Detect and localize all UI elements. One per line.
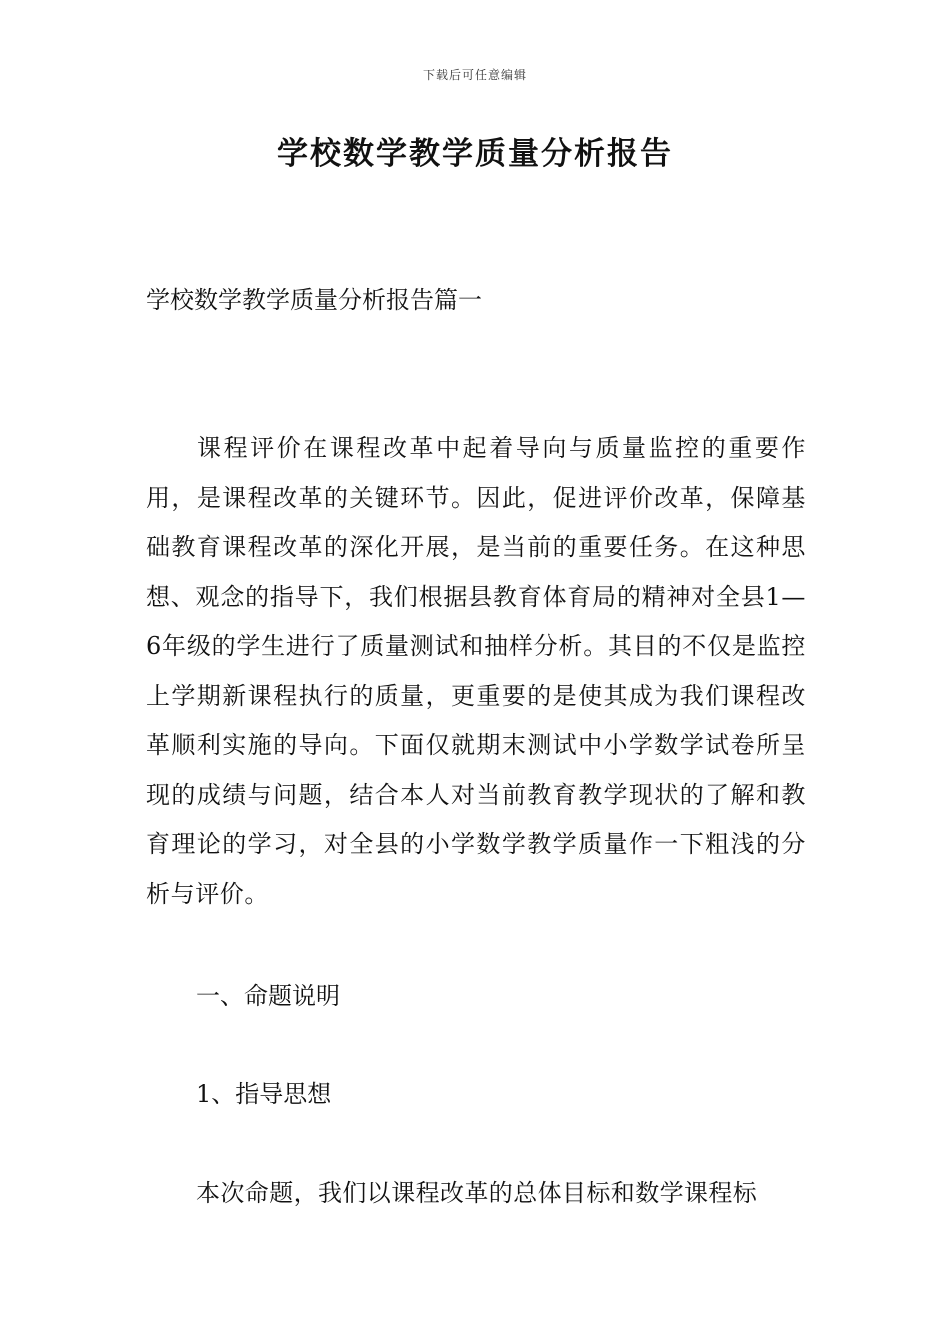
body-paragraph-continued: 本次命题，我们以课程改革的总体目标和数学课程标 xyxy=(196,1179,758,1207)
document-title: 学校数学教学质量分析报告 xyxy=(277,136,673,172)
document-subtitle: 学校数学教学质量分析报告篇一 xyxy=(146,286,482,314)
body-paragraph: 课程评价在课程改革中起着导向与质量监控的重要作用，是课程改革的关键环节。因此，促进评价改革，保障基础教育课程改革的深化开展，是当前的重要任务。在这种思想、观念的指导下，我们根据县教育体育局的精神对全县1—6年级的学生进行了质量测试和抽样分析。其目的不仅是监控上学期新课程执行的质量，更重要的是使其成为我们课程改革顺利实施的导向。下面仅就期末测试中小学数学试卷所呈现的成绩与问题，结合本人对当前教育教学现状的了解和教育理论的学习，对全县的小学数学教学质量作一下粗浅的分析与评价。 xyxy=(146,434,806,908)
header-note: 下载后可任意编辑 xyxy=(422,68,527,82)
section-heading: 一、命题说明 xyxy=(196,982,340,1010)
subsection-heading: 1、指导思想 xyxy=(196,1080,332,1108)
